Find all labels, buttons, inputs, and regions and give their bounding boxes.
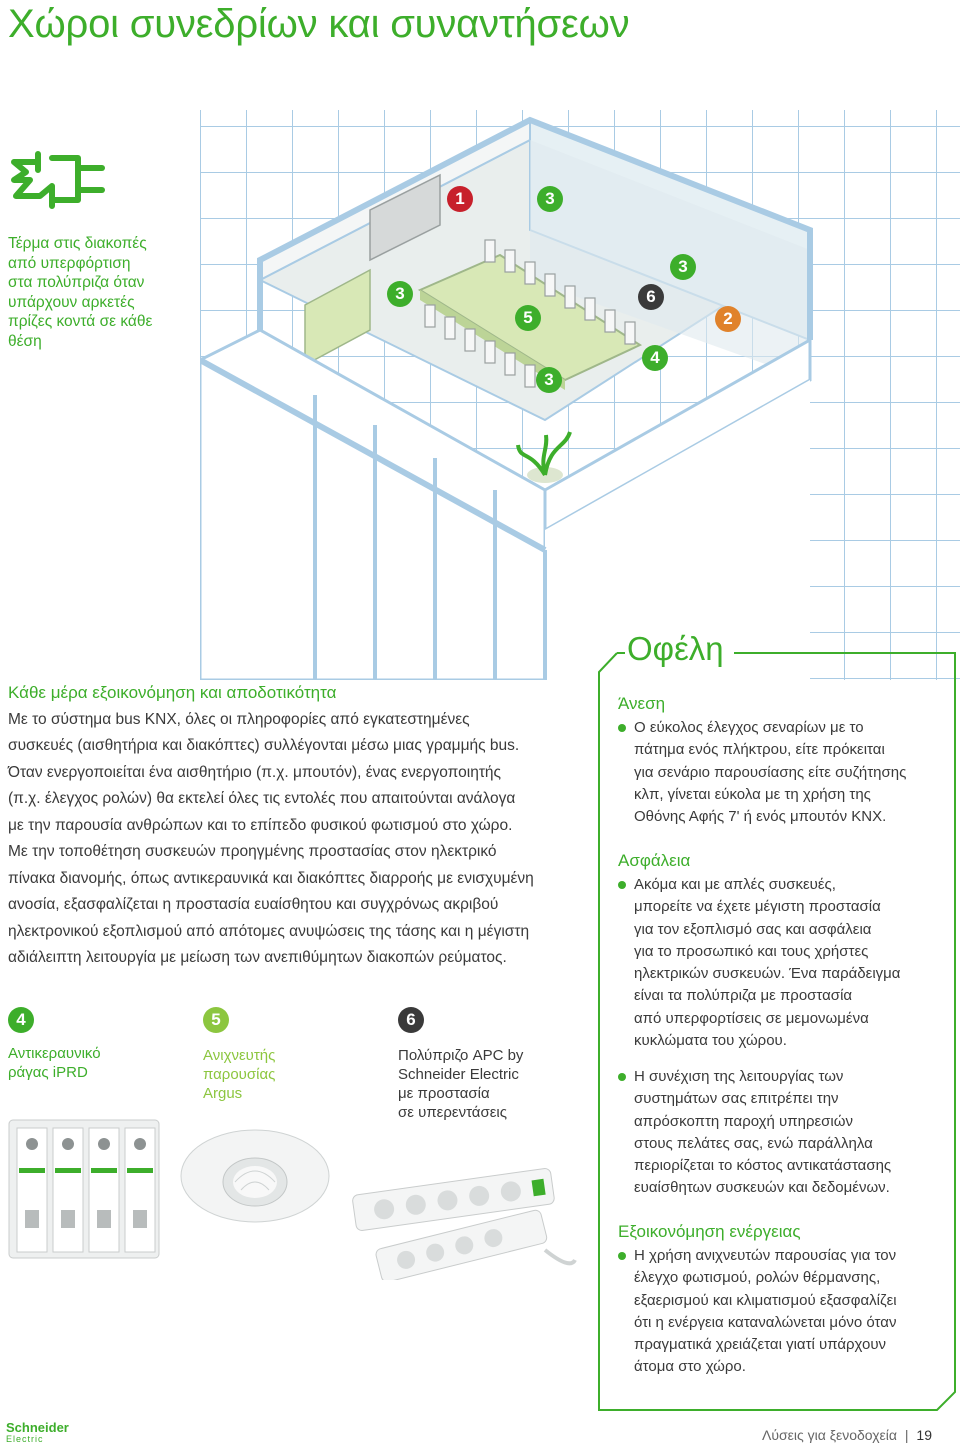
footer-separator: | xyxy=(904,1427,909,1443)
product-number-badge: 4 xyxy=(8,1007,34,1033)
footer-section-title: Λύσεις για ξενοδοχεία xyxy=(761,1427,897,1443)
marker-badge: 3 xyxy=(536,367,562,393)
benefit-item: Η συνέχιση της λειτουργίας των συστημάτων σας επιτρέπει την απρόσκοπτη παροχή υπηρεσιών στους πελάτες σας, ενώ παράλληλα περιορίζεται το κόστος αντικατάστασης ευαίσθητων συσκευών και δεδομένων. xyxy=(618,1066,948,1200)
plug-note-line: πρίζες κοντά σε κάθε xyxy=(8,313,153,330)
marker-badge: 1 xyxy=(447,186,473,212)
plug-note-line: θέση xyxy=(8,332,42,350)
power-strip-image xyxy=(345,1150,585,1285)
benefits-title: Οφέλη xyxy=(625,630,734,668)
body-line: Με το σύστημα bus KNX, όλες οι πληροφορίες από εγκατεστημένες xyxy=(8,710,470,728)
body-line: ανοσία, εξασφαλίζεται η προστασία ευαίσθητου και συγχρόνως ακριβού xyxy=(8,896,499,913)
bullet-icon xyxy=(618,1252,626,1260)
marker-badge: 5 xyxy=(515,305,541,331)
product-label-iprd: Αντικεραυνικό ράγας iPRD xyxy=(8,1045,101,1081)
body-line: Με την τοποθέτηση συσκευών προηγμένης προστασίας στον ηλεκτρικό xyxy=(8,843,497,860)
body-line: (π.χ. έλεγχος ρολών) θα εκτελεί όλες τις εντολές που απαιτούνται ανάλογα xyxy=(8,790,516,807)
bullet-icon xyxy=(618,881,626,889)
plug-note-line: στα πολύπριζα όταν xyxy=(8,274,145,291)
marker-badge: 6 xyxy=(638,284,664,310)
footer-page-info xyxy=(762,1427,932,1443)
benefit-item: Ακόμα και με απλές συσκευές, μπορείτε να έχετε μέγιστη προστασία για τον εξοπλισμό σας και ασφάλεια για το προσωπικό και τους χρήστες ηλεκτρικών συσκευών. Ένα παράδειγμα είναι τα πολύπριζα με προστασία από υπερφορτίσεις σε μεμονωμένα κυκλώματα του χώρου. xyxy=(618,874,948,1052)
presence-detector-image xyxy=(175,1120,335,1245)
surge-arrester-image xyxy=(5,1110,165,1275)
product-label-argus: Ανιχνευτής παρουσίας Argus xyxy=(203,1047,276,1102)
marker-badge: 3 xyxy=(670,254,696,280)
benefit-item: Η χρήση ανιχνευτών παρουσίας για τον έλεγχο φωτισμού, ρολών θέρμανσης, εξαερισμού και κλιματισμού εξασφαλίζει ότι η ενέργεια καταναλώνεται μόνο όταν πραγματικά χρειάζεται γιατί υπάρχουν άτομα στο χώρο. xyxy=(618,1245,948,1379)
body-text-block xyxy=(8,680,593,972)
body-line: αδιάλειπτη λειτουργία με μείωση των ανεπιθύμητων διακοπών ρεύματος. xyxy=(8,949,507,966)
body-line: Όταν ενεργοποιείται ένα αισθητήριο (π.χ. μπουτόν), ένας ενεργοποιητής xyxy=(8,763,502,781)
plug-note-line: υπάρχουν αρκετές xyxy=(8,293,135,311)
marker-badge: 4 xyxy=(642,345,668,371)
plug-note-line: Τέρμα στις διακοπές xyxy=(8,235,147,252)
benefit-heading-energy: Εξοικονόμηση ενέργειας xyxy=(618,1222,801,1241)
plug-note-line: από υπερφόρτιση xyxy=(8,254,131,272)
marker-badge: 2 xyxy=(715,306,741,332)
body-line: συσκευές (αισθητήρια και διακόπτες) συλλέγονται μέσω μιας γραμμής bus. xyxy=(8,737,520,754)
product-label-apc: Πολύπριζο APC by Schneider Electric με προστασία σε υπερεντάσεις xyxy=(398,1047,524,1121)
body-line: πίνακα διανομής, όπως αντικεραυνικά και διακόπτες διαρροής με ενισχυμένη xyxy=(8,869,534,887)
body-line: ηλεκτρονικού εξοπλισμού από απότομες ανυψώσεις της τάσης και η μέγιστη xyxy=(8,922,530,940)
marker-badge: 3 xyxy=(387,281,413,307)
product-number-badge: 5 xyxy=(203,1007,229,1033)
bullet-icon xyxy=(618,724,626,732)
page-number: 19 xyxy=(916,1427,932,1443)
page-title: Χώροι συνεδρίων και συναντήσεων xyxy=(8,2,630,46)
marker-badge: 3 xyxy=(537,186,563,212)
plug-note xyxy=(8,234,198,351)
product-number-badge: 6 xyxy=(398,1007,424,1033)
schneider-logo: Schneider Electric xyxy=(6,1420,69,1444)
body-line: με την παρουσία ανθρώπων και το επίπεδο φυσικού φωτισμού στο χώρο. xyxy=(8,816,513,834)
benefit-heading-comfort: Άνεση xyxy=(618,694,666,713)
plug-icon xyxy=(8,150,108,215)
benefit-heading-safety: Ασφάλεια xyxy=(618,851,691,870)
bullet-icon xyxy=(618,1073,626,1081)
room-illustration xyxy=(200,80,960,685)
body-heading: Κάθε μέρα εξοικονόμηση και αποδοτικότητα xyxy=(8,683,337,702)
marker-badge-spacer xyxy=(506,369,532,395)
benefit-item: Ο εύκολος έλεγχος σεναρίων με το πάτημα ενός πλήκτρου, είτε πρόκειται για σενάριο παρουσίασης είτε συζήτησης κλπ, γίνεται εύκολα με τη χρήση της Οθόνης Αφής 7' ή ενός μπουτόν KNX. xyxy=(618,717,948,828)
